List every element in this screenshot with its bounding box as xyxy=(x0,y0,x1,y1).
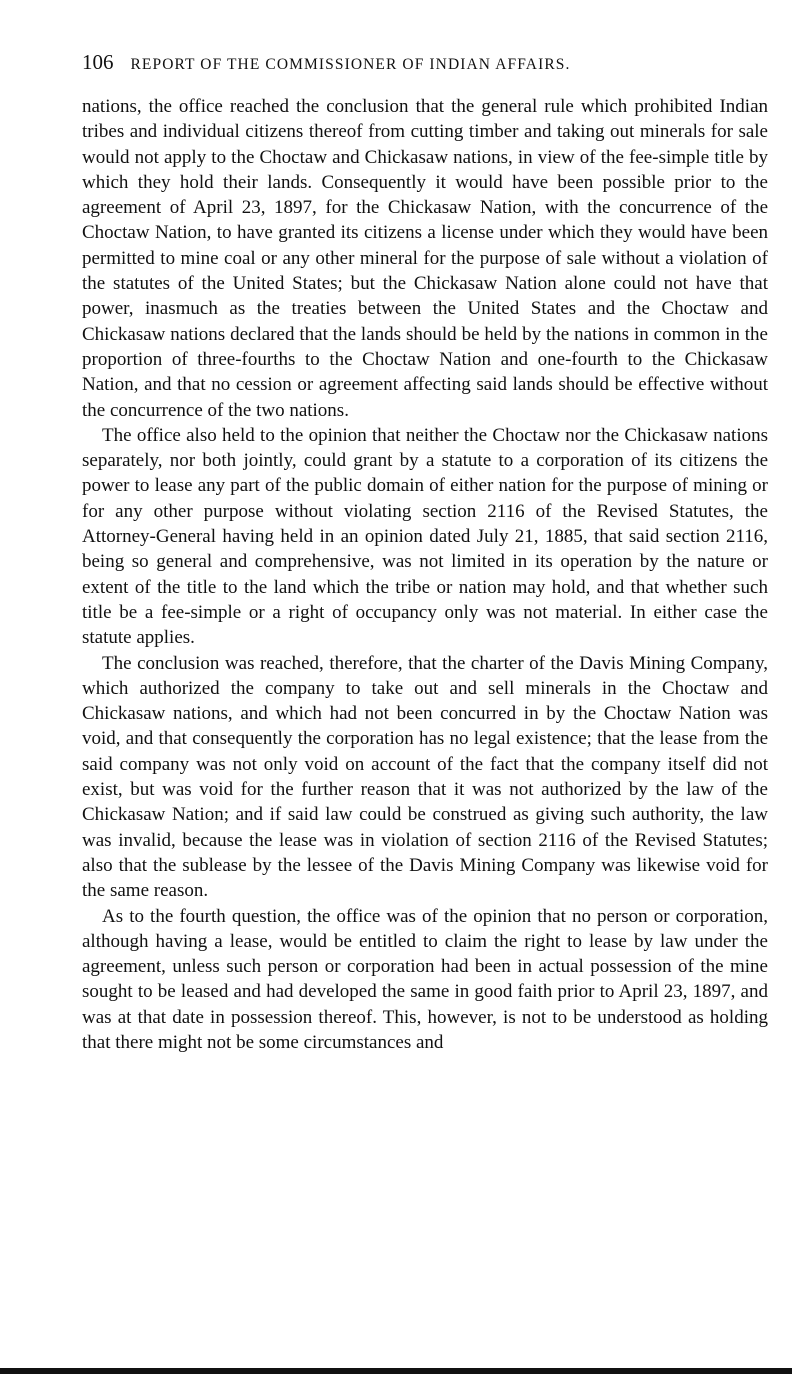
paragraph-continued: nations, the office reached the conclusion that the general rule which prohibited Indian tribes and individual citizens thereof from cutting timber and taking out minerals for sale would not apply to the Choctaw and Chickasaw nations, in view of the fee-simple title by which they hold their lands. Consequently it would have been possible prior to the agreement of April 23, 1897, for the Chickasaw Nation, with the concurrence of the Choctaw Nation, to have granted its citizens a license under which they would have been permitted to mine coal or any other mineral for the purpose of sale without a violation of the statutes of the United States; but the Chickasaw Nation alone could not have that power, inasmuch as the treaties between the United States and the Choctaw and Chickasaw nations declared that the lands should be held by the nations in common in the proportion of three-fourths to the Choctaw Nation and one-fourth to the Chickasaw Nation, and that no cession or agreement affecting said lands should be effective without the concurrence of the two nations. xyxy=(82,96,768,421)
body-text xyxy=(82,94,768,1055)
paragraph: The conclusion was reached, therefore, that the charter of the Davis Mining Company, which authorized the company to take out and sell minerals in the Choctaw and Chickasaw nations, and which had not been concurred in by the Choctaw Nation was void, and that consequently the corporation has no legal existence; that the lease from the said company was not only void on account of the fact that the company itself did not exist, but was void for the further reason that it was not authorized by the law of the Chickasaw Nation; and if said law could be construed as giving such authority, the law was invalid, because the lease was in violation of section 2116 of the Revised Statutes; also that the sublease by the lessee of the Davis Mining Company was likewise void for the same reason. xyxy=(82,652,768,902)
paragraph: As to the fourth question, the office was of the opinion that no person or corporation, although having a lease, would be entitled to claim the right to lease by law under the agreement, unless such person or corporation had been in actual possession of the mine sought to be leased and had developed the same in good faith prior to April 23, 1897, and was at that date in possession thereof. This, however, is not to be understood as holding that there might not be some circumstances and xyxy=(82,905,768,1053)
page-number: 106 xyxy=(82,50,114,74)
paragraph: The office also held to the opinion that neither the Choctaw nor the Chickasaw nations separately, nor both jointly, could grant by a statute to a corporation of its citizens the power to lease any part of the public domain of either nation for the purpose of mining or for any other purpose without violating section 2116 of the Revised Statutes, the Attorney-General having held in an opinion dated July 21, 1885, that said section 2116, being so general and comprehensive, was not limited in its operation by the nature or extent of the title to the land which the tribe or nation may hold, and that whether such title be a fee-simple or a right of occupancy only was not material. In either case the statute applies. xyxy=(82,424,768,649)
running-title: REPORT OF THE COMMISSIONER OF INDIAN AFFAIRS. xyxy=(130,56,571,73)
page-header xyxy=(82,50,772,75)
bottom-border-rule xyxy=(0,1368,792,1374)
